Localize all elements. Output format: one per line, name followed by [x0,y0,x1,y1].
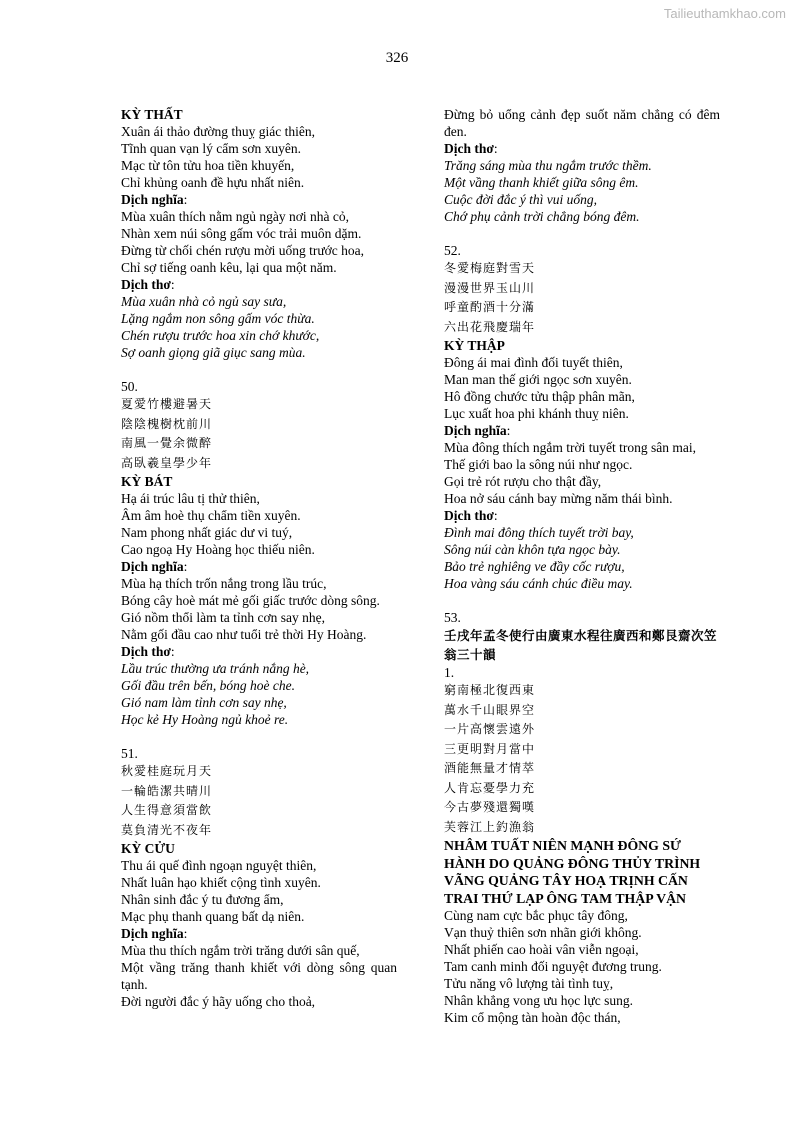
poem-number: 50. [121,379,138,394]
han-line: 三更明對月當中 [444,741,536,756]
translation-line: Mùa đông thích ngắm trời tuyết trong sân mai, [444,440,696,455]
poem-number: 53. [444,610,461,625]
poem-line: Hoa vàng sáu cánh chúc điều may. [444,576,633,591]
translation-line: Bóng cây hoè mát mẻ gối giấc trước dòng sông. [121,593,380,608]
poem-line: Bảo trẻ nghiêng ve đầy cốc rượu, [444,559,625,574]
han-line: 陰陰槐樹枕前川 [121,416,213,431]
han-line: 人生得意須當飲 [121,803,213,817]
han-line: 一片高懷雲遠外 [444,722,536,736]
poem-line: Cuộc đời đắc ý thì vui uống, [444,192,598,207]
han-title: 壬戌年孟冬使行由廣東水程往廣西和鄭艮齋次笠翁三十韻 [444,628,718,662]
transliteration-line: Lục xuất hoa phi khánh thuỵ niên. [444,406,629,421]
han-line: 秋愛桂庭玩月天 [121,764,213,778]
translation-line: Đừng từ chối chén rượu mời uống trước hoa, [121,243,365,258]
han-line: 呼童酌酒十分滿 [444,300,536,314]
poem-line: Sợ oanh giọng giã giục sang mùa. [121,345,306,360]
poem-label: Dịch thơ [121,644,171,659]
translation-label: Dịch nghĩa [121,559,184,574]
poem-line: Một vầng thanh khiết giữa sông êm. [444,175,639,190]
han-line: 冬愛梅庭對雪天 [444,261,536,275]
transliteration-line: Chỉ khủng oanh đề hựu nhất niên. [121,175,305,190]
transliteration-line: Cao ngoạ Hy Hoàng học thiếu niên. [121,542,315,557]
translation-label: Dịch nghĩa [121,926,184,941]
transliteration-line: Hô đồng chước tửu thập phân mãn, [444,389,635,404]
transliteration-line: Man man thế giới ngọc sơn xuyên. [444,372,632,387]
han-line: 一輪皓潔共晴川 [121,783,213,798]
poem-section-52: 52. 冬愛梅庭對雪天 漫漫世界玉山川 呼童酌酒十分滿 六出花飛慶瑞年 KỲ THẬP Đông ái mai đình đối tuyết thiên, Man man thế giới ngọc sơn xuyên. Hô đồng chước tửu thập phân mãn, Lục xuất hoa phi khánh thuỵ niên. Dịch nghĩa: Mùa đông thích ngắm trời tuyết trong sân mai, Thế giới bao la sông núi như ngọc. Gọi trẻ rót rượu cho thật đầy, Hoa nở sáu cánh bay mừng năm thái bình. Dịch thơ: Đình mai đông thích tuyết trời bay, Sông núi càn khôn tựa ngọc bày. Bảo trẻ nghiêng ve đầy cốc rượu, Hoa vàng sáu cánh chúc điều may. [444,242,720,592]
page-number: 326 [385,50,409,66]
translation-line: Đừng bỏ uổng cảnh đẹp suốt năm chẳng có đêm đen. [444,107,720,139]
translation-line: Thế giới bao la sông núi như ngọc. [444,457,633,472]
transliteration-line: Vạn thuỷ thiên sơn nhãn giới không. [444,925,642,940]
translation-line: Nằm gối đầu cao như tuổi trẻ thời Hy Hoàng. [121,627,367,642]
translation-line: Chỉ sợ tiếng oanh kêu, lại qua một năm. [121,260,337,275]
han-line: 芙蓉江上釣漁翁 [444,819,536,834]
han-line: 漫漫世界玉山川 [444,280,536,295]
poem-label: Dịch thơ [444,508,494,523]
poem-line: Đình mai đông thích tuyết trời bay, [444,525,634,540]
transliteration-line: Âm âm hoè thụ chẩm tiền xuyên. [121,508,301,523]
poem-section-continued: Đừng bỏ uổng cảnh đẹp suốt năm chẳng có đêm đen. Dịch thơ: Trăng sáng mùa thu ngắm trước thềm. Một vầng thanh khiết giữa sông êm. Cuộc đời đắc ý thì vui uống, Chớ phụ cảnh trời chẳng bóng đêm. [444,107,720,224]
poem-section-kỳ-thất: KỲ THẤT Xuân ái thảo đường thuỵ giác thiên, Tĩnh quan vạn lý cẩm sơn xuyên. Mạc từ tôn tửu hoa tiền khuyến, Chỉ khủng oanh đề hựu nhất niên. Dịch nghĩa: Mùa xuân thích nằm ngủ ngày nơi nhà cỏ, Nhàn xem núi sông gấm vóc trải muôn dặm. Đừng từ chối chén rượu mời uống trước hoa, Chỉ sợ tiếng oanh kêu, lại qua một năm. Dịch thơ: Mùa xuân nhà cỏ ngủ say sưa, Lặng ngắm non sông gấm vóc thừa. Chén rượu trước hoa xin chớ khước, Sợ oanh giọng giã giục sang mùa. [121,106,397,361]
transliteration-line: Xuân ái thảo đường thuỵ giác thiên, [121,124,316,139]
translation-label: Dịch nghĩa [444,423,507,438]
han-line: 莫負清光不夜年 [121,822,213,837]
poem-section-51: 51. 秋愛桂庭玩月天 一輪皓潔共晴川 人生得意須當飲 莫負清光不夜年 KỲ CỬU Thu ái quế đình ngoạn nguyệt thiên, Nhất luân hạo khiết cộng tình xuyên. Nhân sinh đắc ý tu đương ẩm, Mạc phụ thanh quang bất dạ niên. Dịch nghĩa: Mùa thu thích ngắm trời trăng dưới sân quế, Một vầng trăng thanh khiết với dòng sông quan tạnh. Đời người đắc ý hãy uống cho thoả, [121,746,397,1009]
translation-line: Mùa xuân thích nằm ngủ ngày nơi nhà cỏ, [121,209,349,224]
transliteration-line: Nhân khẳng vong ưu học lực sung. [444,993,633,1008]
han-line: 萬水千山眼界空 [444,702,536,717]
poem-heading: KỲ THẬP [444,338,505,353]
transliteration-line: Tam canh minh đối nguyệt đương trung. [444,959,662,974]
translation-label: Dịch nghĩa [121,192,184,207]
transliteration-line: Đông ái mai đình đối tuyết thiên, [444,355,623,370]
right-column [444,106,720,1026]
transliteration-line: Nhất luân hạo khiết cộng tình xuyên. [121,875,321,890]
transliteration-line: Tĩnh quan vạn lý cẩm sơn xuyên. [121,141,301,156]
poem-label: Dịch thơ [444,141,494,156]
han-line: 高臥羲皇學少年 [121,455,213,470]
han-line: 今古夢殘還獨嘆 [444,800,536,814]
translation-line: Đời người đắc ý hãy uống cho thoả, [121,994,316,1009]
poem-subnumber: 1. [444,665,455,680]
han-line: 人肯忘憂學力充 [444,780,536,795]
poem-line: Chớ phụ cảnh trời chẳng bóng đêm. [444,209,640,224]
watermark: Tailieuthamkhao.com [663,6,786,21]
transliteration-line: Cùng nam cực bắc phục tây đông, [444,908,628,923]
translation-line: Gió nồm thổi làm ta tỉnh cơn say nhẹ, [121,610,325,625]
poem-heading: KỲ BÁT [121,474,173,489]
transliteration-line: Nhân sinh đắc ý tu đương ẩm, [121,892,284,907]
han-line: 酒能無量才情萃 [444,761,536,775]
poem-line: Gối đầu trên bến, bóng hoè che. [121,678,295,693]
translation-line: Một vầng trăng thanh khiết với dòng sông quan tạnh. [121,960,397,992]
poem-line: Học kẻ Hy Hoàng ngủ khoẻ re. [121,712,289,727]
poem-section-53 [444,609,720,1026]
translation-line: Gọi trẻ rót rượu cho thật đầy, [444,474,602,489]
poem-line: Gió nam làm tỉnh cơn say nhẹ, [121,695,287,710]
poem-number: 52. [444,243,461,258]
poem-label: Dịch thơ [121,277,171,292]
transliteration-line: Mạc từ tôn tửu hoa tiền khuyến, [121,158,295,173]
translation-line: Mùa hạ thích trốn nắng trong lầu trúc, [121,576,327,591]
han-line: 夏愛竹樓避暑天 [121,397,213,411]
poem-line: Chén rượu trước hoa xin chớ khước, [121,328,320,343]
left-column [121,106,397,1010]
han-line: 六出花飛慶瑞年 [444,319,536,334]
translation-line: Hoa nở sáu cánh bay mừng năm thái bình. [444,491,673,506]
transliteration-line: Hạ ái trúc lâu tị thử thiên, [121,491,260,506]
han-line: 南風一覺余微醉 [121,436,213,450]
poem-heading: KỲ THẤT [121,107,183,122]
translation-line: Nhàn xem núi sông gấm vóc trải muôn dặm. [121,226,362,241]
transliteration-line: Thu ái quế đình ngoạn nguyệt thiên, [121,858,317,873]
poem-line: Trăng sáng mùa thu ngắm trước thềm. [444,158,652,173]
han-line: 窮南極北復西東 [444,683,536,697]
transliteration-line: Tửu năng vô lượng tài tình tuỵ, [444,976,614,991]
poem-heading: KỲ CỬU [121,841,175,856]
transliteration-line: Kim cổ mộng tàn hoàn độc thán, [444,1010,621,1025]
poem-heading: NHÂM TUẤT NIÊN MẠNH ĐÔNG SỨ HÀNH DO QUẢNG ĐÔNG THỦY TRÌNH VÃNG QUẢNG TÂY HOẠ TRỊNH CẤN TRAI THỨ LẠP ÔNG TAM THẬP VẬN [444,838,701,906]
poem-line: Mùa xuân nhà cỏ ngủ say sưa, [121,294,287,309]
transliteration-line: Mạc phụ thanh quang bất dạ niên. [121,909,305,924]
poem-line: Lầu trúc thường ưa tránh nắng hè, [121,661,310,676]
transliteration-line: Nhất phiến cao hoài vân viễn ngoại, [444,942,639,957]
poem-section-50: 50. 夏愛竹樓避暑天 陰陰槐樹枕前川 南風一覺余微醉 高臥羲皇學少年 KỲ BÁT Hạ ái trúc lâu tị thử thiên, Âm âm hoè thụ chẩm tiền xuyên. Nam phong nhất giác dư vi tuý, Cao ngoạ Hy Hoàng học thiếu niên. Dịch nghĩa: Mùa hạ thích trốn nắng trong lầu trúc, Bóng cây hoè mát mẻ gối giấc trước dòng sông. Gió nồm thổi làm ta tỉnh cơn say nhẹ, Nằm gối đầu cao như tuổi trẻ thời Hy Hoàng. Dịch thơ: Lầu trúc thường ưa tránh nắng hè, Gối đầu trên bến, bóng hoè che. Gió nam làm tỉnh cơn say nhẹ, Học kẻ Hy Hoàng ngủ khoẻ re. [121,378,397,728]
poem-line: Lặng ngắm non sông gấm vóc thừa. [121,311,315,326]
translation-line: Mùa thu thích ngắm trời trăng dưới sân quế, [121,943,360,958]
poem-line: Sông núi càn khôn tựa ngọc bày. [444,542,621,557]
poem-number: 51. [121,746,138,761]
transliteration-line: Nam phong nhất giác dư vi tuý, [121,525,293,540]
